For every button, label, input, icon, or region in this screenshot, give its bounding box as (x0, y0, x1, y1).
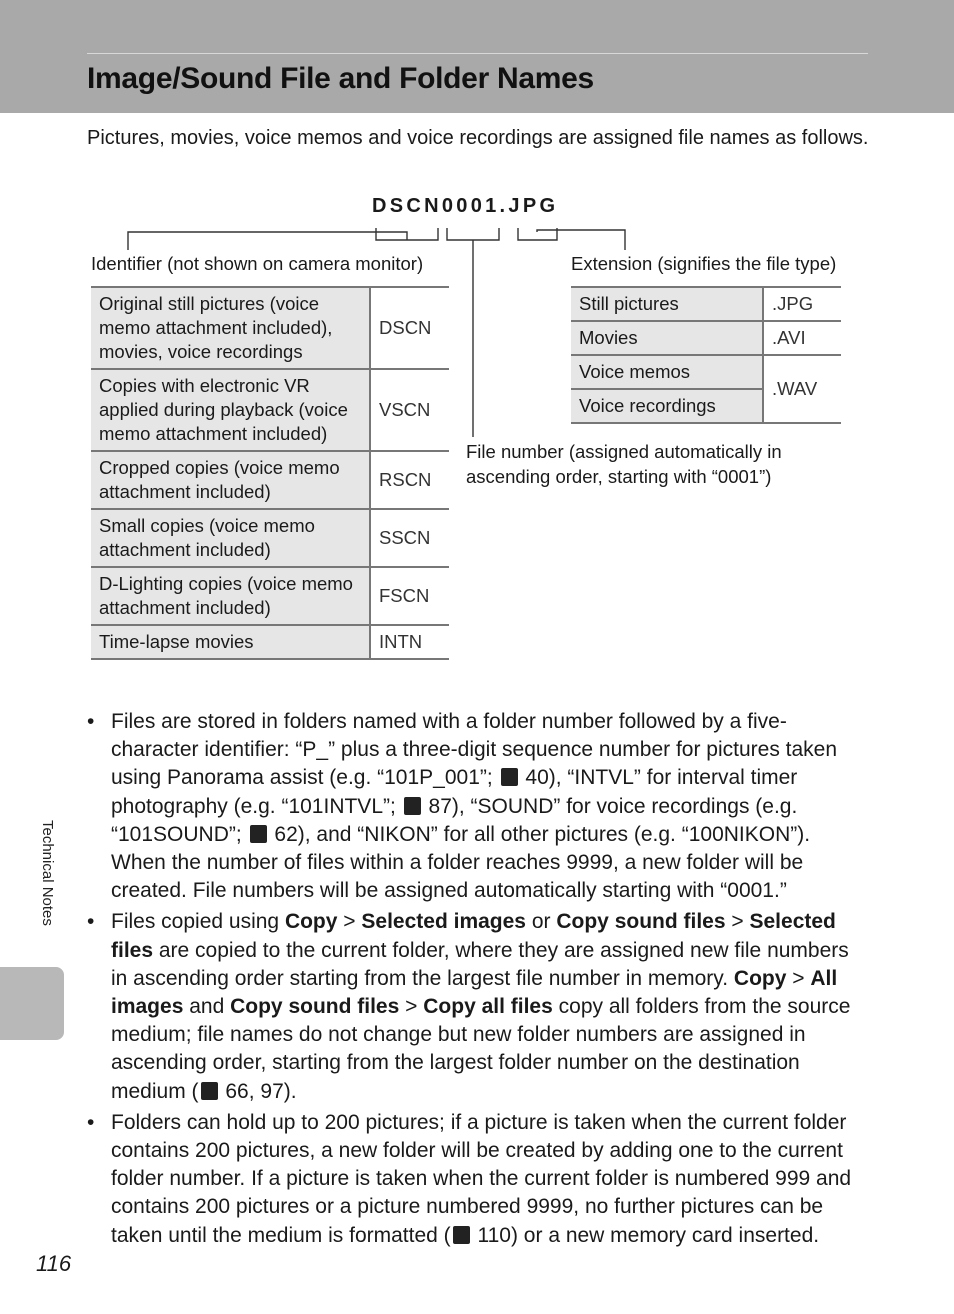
file-number-caption: File number (assigned automatically in ascending order, starting with “0001”) (466, 441, 782, 487)
separator: > (731, 910, 744, 934)
bullet: • (87, 910, 95, 934)
identifier-code: SSCN (370, 509, 449, 567)
note-text: 66, 97). (225, 1079, 297, 1103)
menu-term: Copy sound files (556, 910, 726, 934)
identifier-table (91, 286, 449, 660)
identifier-leader (128, 232, 407, 250)
page-reference-icon (250, 825, 267, 843)
list-item (87, 708, 867, 905)
note-text: 110) or a new memory card inserted. (477, 1223, 820, 1247)
menu-term: Copy (284, 910, 338, 934)
identifier-label: Cropped copies (voice memo attachment included) (91, 451, 370, 509)
extension-table (571, 286, 841, 424)
note-text: are copied to the current folder, where they are assigned new file numbers in ascending order starting from the largest file number in memory. (111, 938, 849, 990)
list-item (87, 1109, 867, 1250)
file-number-bracket (447, 228, 499, 240)
table-row (91, 509, 449, 567)
identifier-code: VSCN (370, 369, 449, 451)
example-filename: DSCN0001.JPG (372, 195, 559, 217)
table-row (571, 287, 841, 321)
table-row (571, 321, 841, 355)
note-text: Folders can hold up to 200 pictures; if a picture is taken when the current folder contains 200 pictures, a new folder will be created by adding one to the current folder number. If a picture is taken when the current folder is numbered 999 and contains 200 pictures or a picture numbered 9999, no further pictures can be taken until the medium is formatted ( (111, 1110, 852, 1247)
note-text: 62), and “NIKON” for all other pictures (e.g. “100NIKON”). When the number of files within a folder reaches 9999, a new folder will be created. File numbers will be assigned automatically starting with “0001.” (111, 822, 811, 903)
menu-term: All images (111, 966, 838, 1019)
bullet: • (87, 710, 95, 733)
menu-term: Copy all files (423, 995, 553, 1019)
page-reference-icon (453, 1226, 470, 1244)
menu-term: Copy sound files (230, 995, 400, 1019)
extension-label: Still pictures (571, 287, 763, 321)
identifier-code: DSCN (370, 287, 449, 369)
extension-caption: Extension (signifies the file type) (571, 253, 837, 274)
extension-value: .JPG (763, 287, 841, 321)
section-tab (0, 967, 64, 1040)
menu-term: Copy (733, 966, 787, 990)
separator: > (405, 995, 418, 1019)
page-number: 116 (36, 1251, 72, 1276)
identifier-label: Copies with electronic VR applied during playback (voice memo attachment included) (91, 369, 370, 451)
identifier-caption: Identifier (not shown on camera monitor) (91, 253, 424, 274)
note-text: 87), “SOUND” for voice recordings (e.g. “101SOUND”; (111, 794, 798, 846)
identifier-code: RSCN (370, 451, 449, 509)
identifier-code: FSCN (370, 567, 449, 625)
extension-label: Movies (571, 321, 763, 355)
section-label-text: Technical Notes (39, 820, 56, 926)
note-text: Files copied using (111, 910, 280, 934)
intro-paragraph: Pictures, movies, voice memos and voice recordings are assigned file names as follows. (87, 127, 869, 149)
identifier-label: D-Lighting copies (voice memo attachment included) (91, 567, 370, 625)
notes-list (87, 708, 867, 1253)
menu-term: Selected files (111, 910, 836, 962)
menu-term: Selected images (361, 910, 526, 934)
page-title: Image/Sound File and Folder Names (87, 62, 594, 95)
table-row (91, 369, 449, 451)
extension-value: .AVI (763, 321, 841, 355)
note-text: and (189, 995, 225, 1019)
identifier-label: Original still pictures (voice memo attachment included), movies, voice recordings (91, 287, 370, 369)
separator: > (792, 966, 805, 990)
identifier-label: Small copies (voice memo attachment included) (91, 509, 370, 567)
table-row (91, 451, 449, 509)
note-text: 40), “INTVL” for interval timer photography (e.g. “101INTVL”; (111, 766, 798, 818)
page-reference-icon (201, 1082, 218, 1100)
table-row (571, 355, 841, 389)
table-row (91, 567, 449, 625)
section-side-label (36, 820, 56, 955)
extension-value: .WAV (763, 355, 841, 423)
bullet: • (87, 1110, 95, 1134)
note-text: copy all folders from the source medium; file names do not change but new folder numbers are assigned in ascending order, starting from the largest folder number on the destination medium ( (111, 995, 851, 1103)
note-text: Files are stored in folders named with a folder number followed by a five-character identifier: “P_” plus a three-digit sequence number for pictures taken using Panorama assist (e.g. “101P_001”; (111, 710, 838, 790)
list-item (87, 908, 867, 1105)
identifier-code: INTN (370, 625, 449, 659)
extension-label: Voice memos (571, 355, 763, 389)
separator: > (343, 910, 356, 934)
note-text: or (531, 910, 551, 934)
page-reference-icon (404, 797, 421, 815)
page-reference-icon (501, 768, 518, 786)
identifier-label: Time-lapse movies (91, 625, 370, 659)
extension-label: Voice recordings (571, 389, 763, 423)
table-row (91, 287, 449, 369)
table-row (91, 625, 449, 659)
